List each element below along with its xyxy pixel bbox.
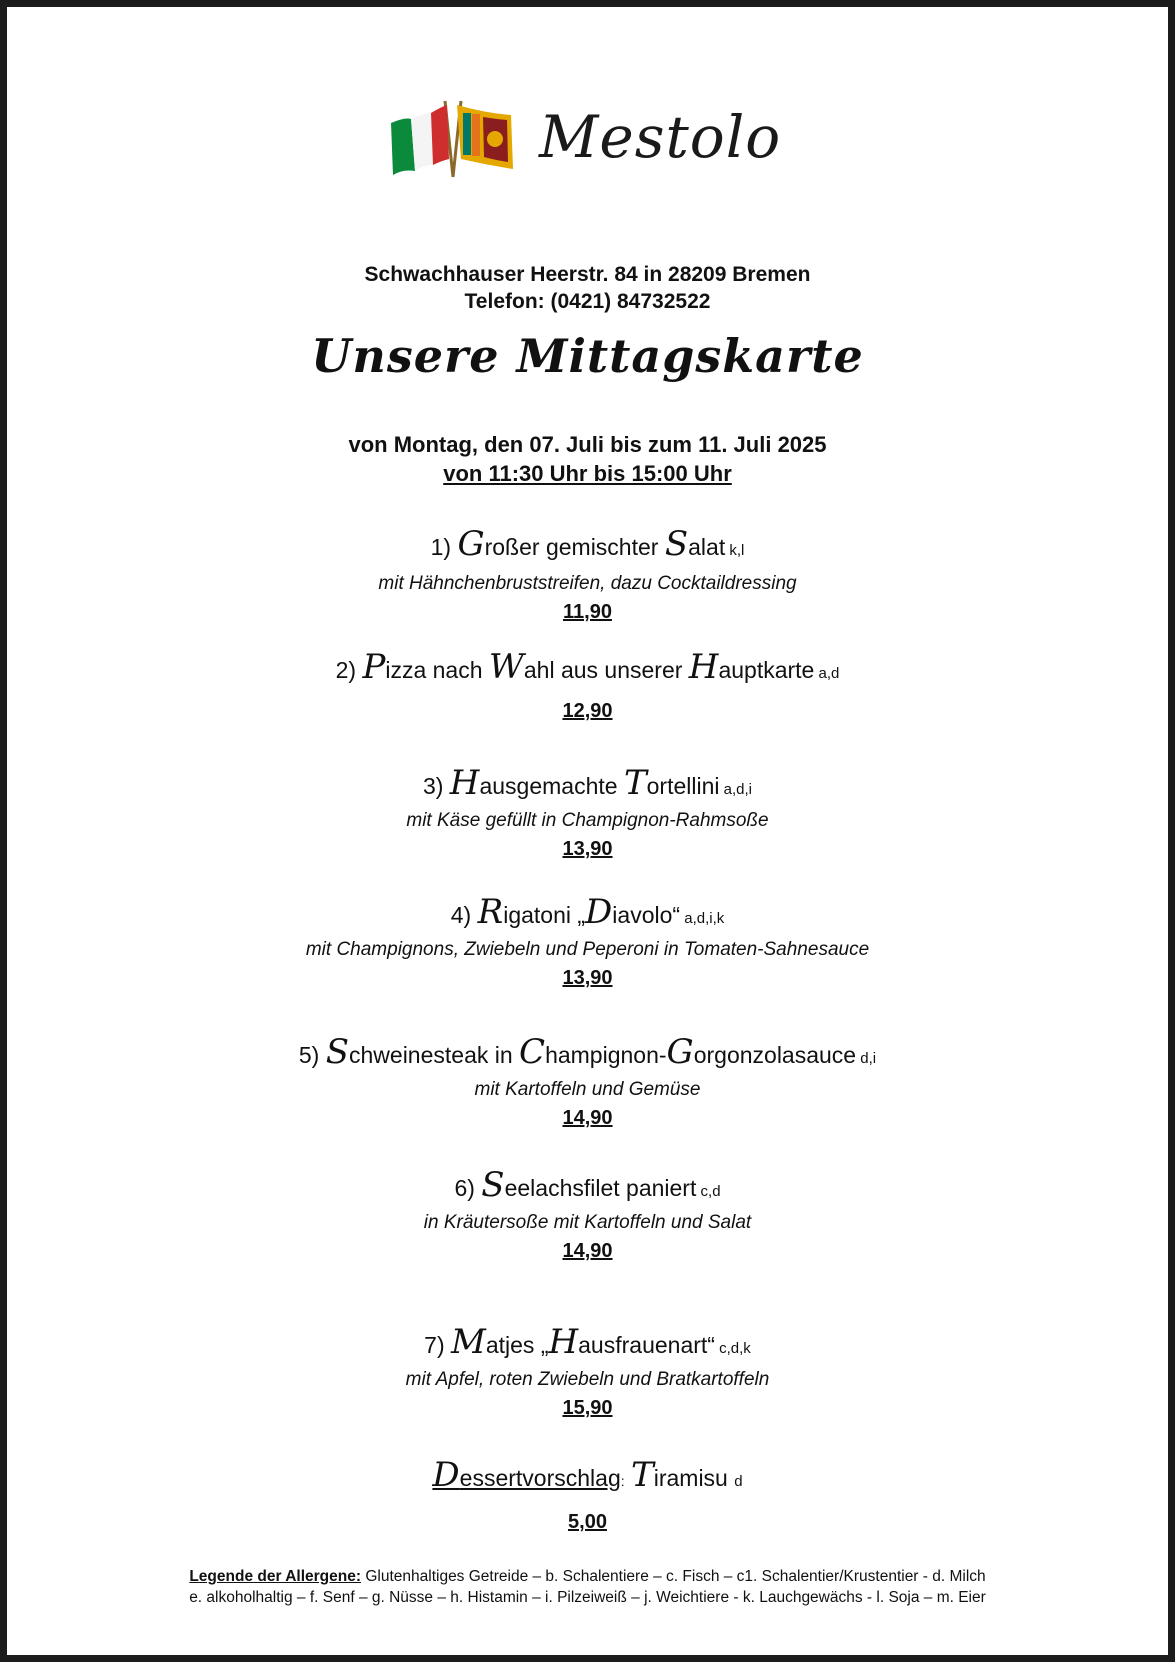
dish-allergens: a,d,i (719, 781, 753, 798)
dish-price: 14,90 (562, 1240, 613, 1262)
dish-initial: S (325, 1032, 349, 1072)
dish-name-part: orgonzolasauce (693, 1042, 857, 1068)
dish-initial: G (457, 524, 485, 564)
dessert-item-cap: T (631, 1455, 654, 1495)
dish-name-part: izza nach (385, 657, 489, 683)
dish-allergens: c,d,k (714, 1340, 751, 1357)
dessert-item-rest: iramisu (653, 1465, 728, 1491)
dish-name-part: roßer gemischter (484, 534, 665, 560)
allergen-legend (7, 1567, 1168, 1587)
dish-name-part: atjes „ (485, 1332, 549, 1358)
dessert-label (432, 1455, 621, 1495)
dish-price: 13,90 (562, 838, 613, 860)
dish-initial: S (664, 524, 689, 564)
dish-number: 7) (424, 1332, 452, 1358)
dish-initial: C (519, 1032, 546, 1072)
dish-number: 2) (335, 657, 363, 683)
dish-name-part: hampignon- (545, 1042, 667, 1068)
dish-name-part: alat (688, 534, 726, 560)
srilanka-flag-teal (463, 113, 471, 155)
dish-name-part: ausgemachte (479, 773, 624, 799)
page-title: Unsere Mittagskarte (311, 329, 864, 383)
italy-flag-red (431, 105, 449, 165)
dish-price: 11,90 (563, 601, 612, 623)
dish-initial: T (623, 763, 647, 803)
italy-flag-green (391, 119, 415, 176)
dish-initial: H (688, 647, 719, 687)
restaurant-name: Mestolo (539, 103, 782, 171)
dish-description: in Kräutersoße mit Kartoffeln und Salat (423, 1212, 752, 1233)
dish-price: 13,90 (562, 967, 613, 989)
dish-allergens: d,i (856, 1050, 877, 1067)
flags-icon (387, 99, 527, 185)
dessert-line (7, 1455, 1168, 1495)
dish-description: mit Käse gefüllt in Champignon-Rahmsoße (406, 810, 769, 831)
dish-name-part: ortellini (646, 773, 720, 799)
srilanka-flag-orange (472, 114, 480, 156)
dish-initial: R (477, 892, 504, 932)
dish-name-part: eelachsfilet paniert (504, 1175, 697, 1201)
dish-description: mit Apfel, roten Zwiebeln und Bratkartoffeln (405, 1369, 770, 1390)
dish-title (7, 1322, 1168, 1362)
dessert-allergens: d (734, 1473, 743, 1490)
dish-title (7, 892, 1168, 932)
dish-description: mit Champignons, Zwiebeln und Peperoni in Tomaten-Sahnesauce (305, 939, 870, 960)
address: Schwachhauser Heerstr. 84 in 28209 Bremen (364, 263, 811, 286)
dish-price: 12,90 (562, 700, 613, 722)
dish-initial: S (481, 1165, 505, 1205)
srilanka-lion (487, 131, 503, 147)
dish-price: 14,90 (562, 1107, 613, 1129)
dish-price: 15,90 (562, 1397, 613, 1419)
dish-name-part: igatoni „ (503, 902, 586, 928)
dish-title (7, 1165, 1168, 1205)
hours-text: von 11:30 Uhr bis 15:00 Uhr (443, 461, 732, 486)
allergen-legend-line2: e. alkoholhaltig – f. Senf – g. Nüsse – h. Histamin – i. Pilzeiweiß – j. Weichtiere - k. Lauchgewächs - l. Soja – m. Eier (189, 1589, 986, 1606)
dish-allergens: a,d (814, 665, 840, 682)
dessert-label-rest: essertvorschlag (459, 1465, 621, 1491)
dish-initial: P (362, 647, 386, 687)
logo (387, 99, 807, 185)
dish-initial: G (666, 1032, 694, 1072)
menu-period: von Montag, den 07. Juli bis zum 11. Juli 2025 (348, 432, 827, 457)
dish-title (7, 763, 1168, 803)
dish-allergens: c,d (696, 1183, 721, 1200)
legend-label: Legende der Allergene: (189, 1568, 362, 1585)
dessert-sep: : (620, 1473, 625, 1489)
phone: Telefon: (0421) 84732522 (464, 290, 711, 313)
dish-name-part: chweinesteak in (349, 1042, 520, 1068)
dish-initial: H (449, 763, 480, 803)
dish-name-part: ahl aus unserer (523, 657, 689, 683)
menu-hours (7, 459, 1168, 488)
dish-number: 5) (298, 1042, 326, 1068)
dish-initial: H (548, 1322, 579, 1362)
menu-page (7, 7, 1168, 1655)
dish-title (7, 524, 1168, 564)
dish-initial: M (451, 1322, 486, 1362)
dish-number: 1) (430, 534, 458, 560)
dish-number: 6) (454, 1175, 482, 1201)
dish-name-part: ausfrauenart“ (578, 1332, 715, 1358)
dish-initial: D (585, 892, 613, 932)
dessert-label-cap: D (432, 1455, 460, 1495)
dish-initial: W (488, 647, 524, 687)
dish-allergens: a,d,i,k (680, 910, 725, 927)
dish-number: 4) (450, 902, 478, 928)
dessert-price: 5,00 (568, 1511, 607, 1533)
dish-description: mit Kartoffeln und Gemüse (474, 1079, 701, 1100)
dish-title (7, 647, 1168, 687)
dish-title (7, 1032, 1168, 1072)
dish-name-part: auptkarte (718, 657, 815, 683)
legend-line1: Glutenhaltiges Getreide – b. Schalentiere – c. Fisch – c1. Schalentier/Krustentier - d. Milch (365, 1568, 986, 1585)
dish-name-part: iavolo“ (612, 902, 681, 928)
dish-number: 3) (422, 773, 450, 799)
dish-allergens: k,l (725, 542, 745, 559)
dish-description: mit Hähnchenbruststreifen, dazu Cocktaildressing (378, 573, 797, 594)
